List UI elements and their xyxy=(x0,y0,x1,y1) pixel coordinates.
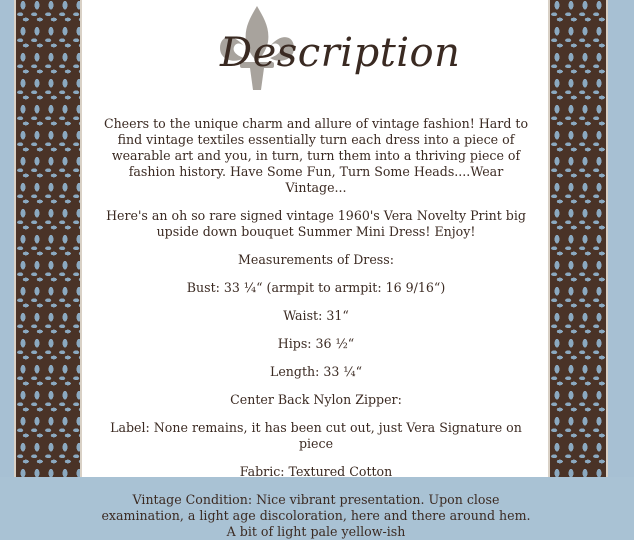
intro-paragraph: Cheers to the unique charm and allure of vintage fashion! Hard to find vintage textiles essentially turn each dress into a piece of wearable art and you, in turn, turn them into a thriving piece of fashion history. Have Some Fun, Turn Some Heads....Wear Vintage... xyxy=(103,116,529,195)
left-brown-border xyxy=(16,0,80,477)
left-blue-band xyxy=(0,0,14,477)
measurements-heading: Measurements of Dress: xyxy=(238,252,394,267)
right-blue-band xyxy=(608,0,634,477)
hips-measurement: Hips: 36 ½“ xyxy=(277,336,355,351)
label-detail: Label: None remains, it has been cut out, just Vera Signature on piece xyxy=(110,420,522,451)
description-panel xyxy=(82,0,548,539)
zipper-detail: Center Back Nylon Zipper: xyxy=(230,392,402,407)
waist-measurement: Waist: 31“ xyxy=(283,308,349,323)
length-measurement: Length: 33 ¼“ xyxy=(269,364,363,379)
fabric-detail: Fabric: Textured Cotton xyxy=(239,464,393,479)
right-brown-border xyxy=(550,0,606,477)
bust-measurement: Bust: 33 ¼“ (armpit to armpit: 16 9/16“) xyxy=(186,280,446,295)
description-body xyxy=(82,108,548,540)
page-title: Description xyxy=(220,30,461,76)
condition-paragraph: Vintage Condition: Nice vibrant presentation. Upon close examination, a light age discoloration, here and there around hem. A bit of light pale yellow-ish xyxy=(101,492,531,539)
description-header xyxy=(82,0,548,108)
dress-summary-paragraph: Here's an oh so rare signed vintage 1960's Vera Novelty Print big upside down bouquet Summer Mini Dress! Enjoy! xyxy=(106,208,526,239)
